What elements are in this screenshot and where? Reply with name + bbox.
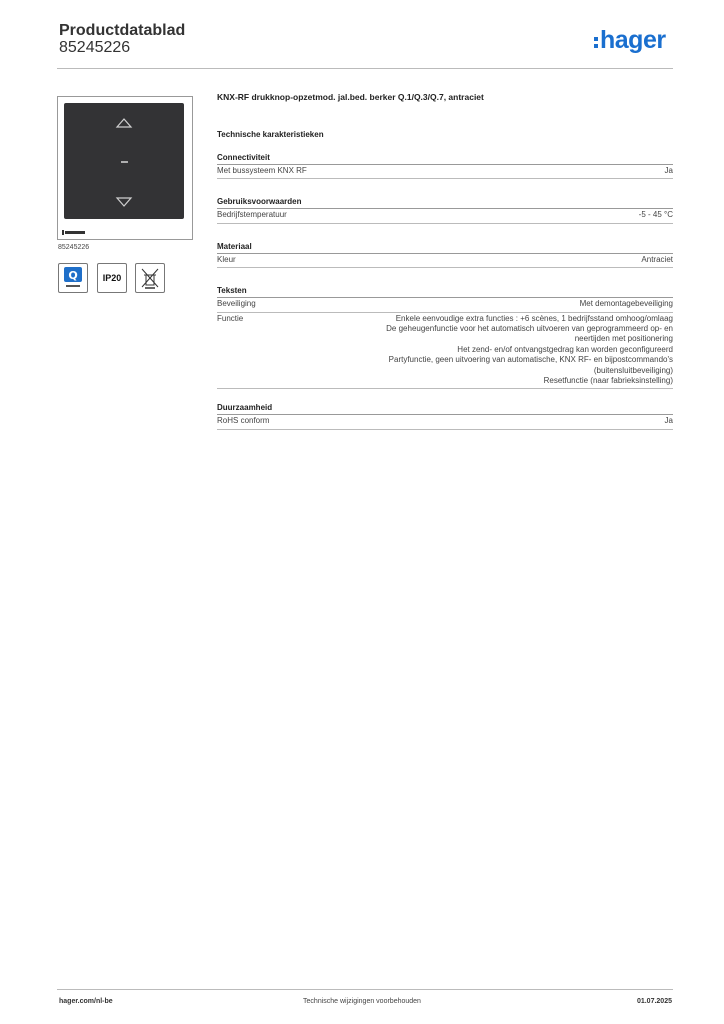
spec-row [217,254,673,268]
spec-row [217,415,673,429]
product-number: 85245226 [59,39,131,56]
footer-divider [57,989,673,990]
spec-label: Beveiliging [217,299,256,309]
spec-row [217,209,673,223]
push-button-panel [64,103,184,219]
spec-row [217,313,673,390]
section-heading: Technische karakteristieken [217,130,324,139]
spec-value: Ja [664,166,673,175]
spec-label: Bedrijfstemperatuur [217,210,287,220]
spec-value: -5 - 45 °C [638,210,673,220]
spec-value: Ja [664,416,673,426]
header-divider [57,68,673,69]
page-title: Productdatablad [59,22,186,39]
logo-dots-icon [594,37,598,48]
arrow-up-icon [117,119,131,127]
hager-logo [594,26,666,55]
product-title: KNX-RF drukknop-opzetmod. jal.bed. berker Q.1/Q.3/Q.7, antraciet [217,92,484,102]
footer-date: 01.07.2025 [636,998,672,1005]
svg-text:Q: Q [68,269,78,282]
footer-website-link[interactable]: hager.com/nl-be [59,998,113,1005]
spec-label: Met bussysteem KNX RF [217,166,307,175]
logo-text: hager [600,26,666,54]
recycle-badge [135,263,165,293]
spec-value: Antraciet [641,254,673,264]
recycle-bin-icon [136,264,164,292]
image-caption: 85245226 [58,244,90,251]
spec-label: RoHS conform [217,416,270,426]
quality-q-icon [59,264,87,292]
ip-rating-badge: IP20 [97,263,127,293]
quality-badge [58,263,88,293]
footer-disclaimer: Technische wijzigingen voorbehouden [303,998,421,1005]
group-title-teksten: Teksten [217,286,673,298]
spec-value: Enkele eenvoudige extra functies : +6 scènes, 1 bedrijfsstand omhoog/omlaag De geheugenfunctie voor het automatisch uitvoeren van geprogrammeerd op- en neertijden met positionering Het zend- en/of ontvangstgedrag kan worden geconfigureerd Partyfunctie, geen uitvoering van automatische, KNX RF- en bijpostcommando's (buitensluitbeveiliging) Resetfunctie (naar fabrieksinstelling) [386,313,673,386]
spec-label: Functie [217,313,244,323]
spec-label: Kleur [217,254,236,264]
spec-value: Met demontagebeveiliging [579,299,673,309]
spec-row [217,165,673,179]
group-title-materiaal: Materiaal [217,242,673,254]
group-title-connectiviteit: Connectiviteit [217,153,673,165]
product-image [57,96,193,240]
spec-row [217,298,673,312]
group-title-duurzaamheid: Duurzaamheid [217,403,673,415]
mini-brand-icon [62,230,85,235]
arrow-down-icon [117,198,131,206]
spec-content [217,92,673,430]
group-title-gebruiksvoorwaarden: Gebruiksvoorwaarden [217,197,673,209]
